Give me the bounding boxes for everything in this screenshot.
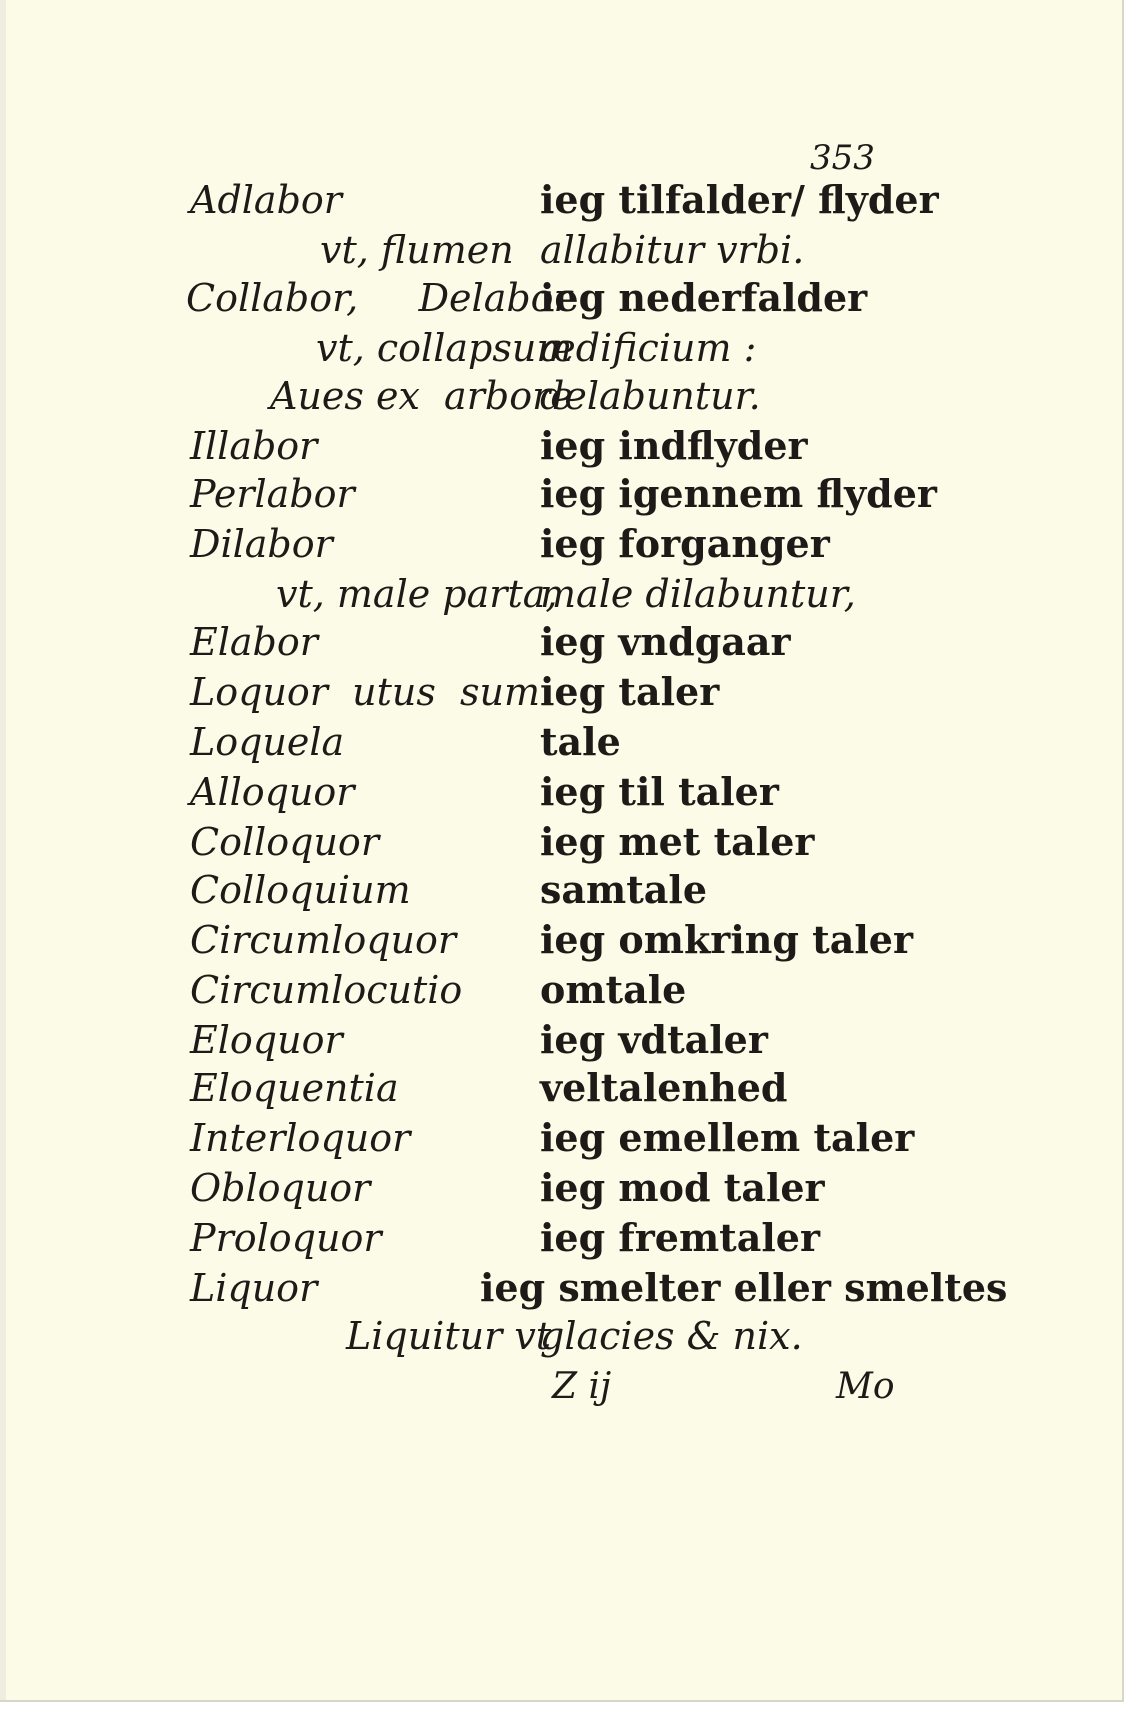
latin-entry-9: vt, male parta, bbox=[276, 572, 558, 616]
danish-entry-7: ieg igennem flyder bbox=[540, 471, 937, 516]
latin-entry-20: Interloquor bbox=[190, 1116, 411, 1160]
danish-entry-13: ieg til taler bbox=[540, 769, 779, 814]
latin-entry-11: Loquor utus sum bbox=[190, 670, 540, 714]
signature-mark: Z ij bbox=[552, 1366, 612, 1407]
latin-entry-4: vt, collapsum bbox=[316, 326, 573, 370]
danish-entry-10: ieg vndgaar bbox=[540, 619, 791, 664]
catchword: Mo bbox=[836, 1366, 895, 1407]
danish-entry-9: male dilabuntur, bbox=[540, 572, 856, 616]
latin-entry-2: vt, flumen bbox=[320, 228, 514, 272]
latin-entry-10: Elabor bbox=[190, 620, 318, 664]
latin-entry-19: Eloquentia bbox=[190, 1066, 399, 1110]
latin-entry-23: Liquor bbox=[190, 1266, 318, 1310]
latin-entry-6: Illabor bbox=[190, 424, 318, 468]
latin-entry-22: Proloquor bbox=[190, 1216, 382, 1260]
danish-entry-21: ieg mod taler bbox=[540, 1165, 825, 1210]
danish-entry-4: ædificium : bbox=[540, 326, 757, 370]
latin-entry-3: Collabor, Delabor bbox=[186, 276, 572, 320]
danish-entry-14: ieg met taler bbox=[540, 819, 815, 864]
latin-entry-7: Perlabor bbox=[190, 472, 355, 516]
latin-entry-8: Dilabor bbox=[190, 522, 333, 566]
latin-entry-17: Circumlocutio bbox=[190, 968, 463, 1012]
page-number: 353 bbox=[810, 138, 875, 178]
danish-entry-24: glacies & nix. bbox=[540, 1314, 803, 1358]
danish-entry-17: omtale bbox=[540, 967, 687, 1012]
latin-entry-24: Liquitur vt bbox=[346, 1314, 552, 1358]
danish-entry-22: ieg fremtaler bbox=[540, 1215, 820, 1260]
danish-entry-23: ieg smelter eller smeltes bbox=[480, 1265, 1008, 1310]
danish-entry-16: ieg omkring taler bbox=[540, 917, 913, 962]
latin-entry-18: Eloquor bbox=[190, 1018, 343, 1062]
latin-entry-5: Aues ex arbore bbox=[270, 374, 573, 418]
danish-entry-11: ieg taler bbox=[540, 669, 720, 714]
latin-entry-13: Alloquor bbox=[190, 770, 355, 814]
danish-entry-12: tale bbox=[540, 719, 621, 764]
latin-entry-12: Loquela bbox=[190, 720, 345, 764]
danish-entry-1: ieg tilfalder/ flyder bbox=[540, 177, 939, 222]
danish-entry-19: veltalenhed bbox=[540, 1065, 788, 1110]
danish-entry-15: samtale bbox=[540, 867, 708, 912]
danish-entry-20: ieg emellem taler bbox=[540, 1115, 915, 1160]
latin-entry-16: Circumloquor bbox=[190, 918, 457, 962]
danish-entry-6: ieg indflyder bbox=[540, 423, 808, 468]
danish-entry-2: allabitur vrbi. bbox=[540, 228, 805, 272]
latin-entry-21: Obloquor bbox=[190, 1166, 371, 1210]
latin-entry-1: Adlabor bbox=[190, 178, 342, 222]
danish-entry-18: ieg vdtaler bbox=[540, 1017, 768, 1062]
scan-edge bbox=[0, 0, 6, 1700]
danish-entry-8: ieg forganger bbox=[540, 521, 830, 566]
danish-entry-5: delabuntur. bbox=[540, 374, 761, 418]
danish-entry-3: ieg nederfalder bbox=[540, 275, 868, 320]
latin-entry-15: Colloquium bbox=[190, 868, 411, 912]
latin-entry-14: Colloquor bbox=[190, 820, 379, 864]
